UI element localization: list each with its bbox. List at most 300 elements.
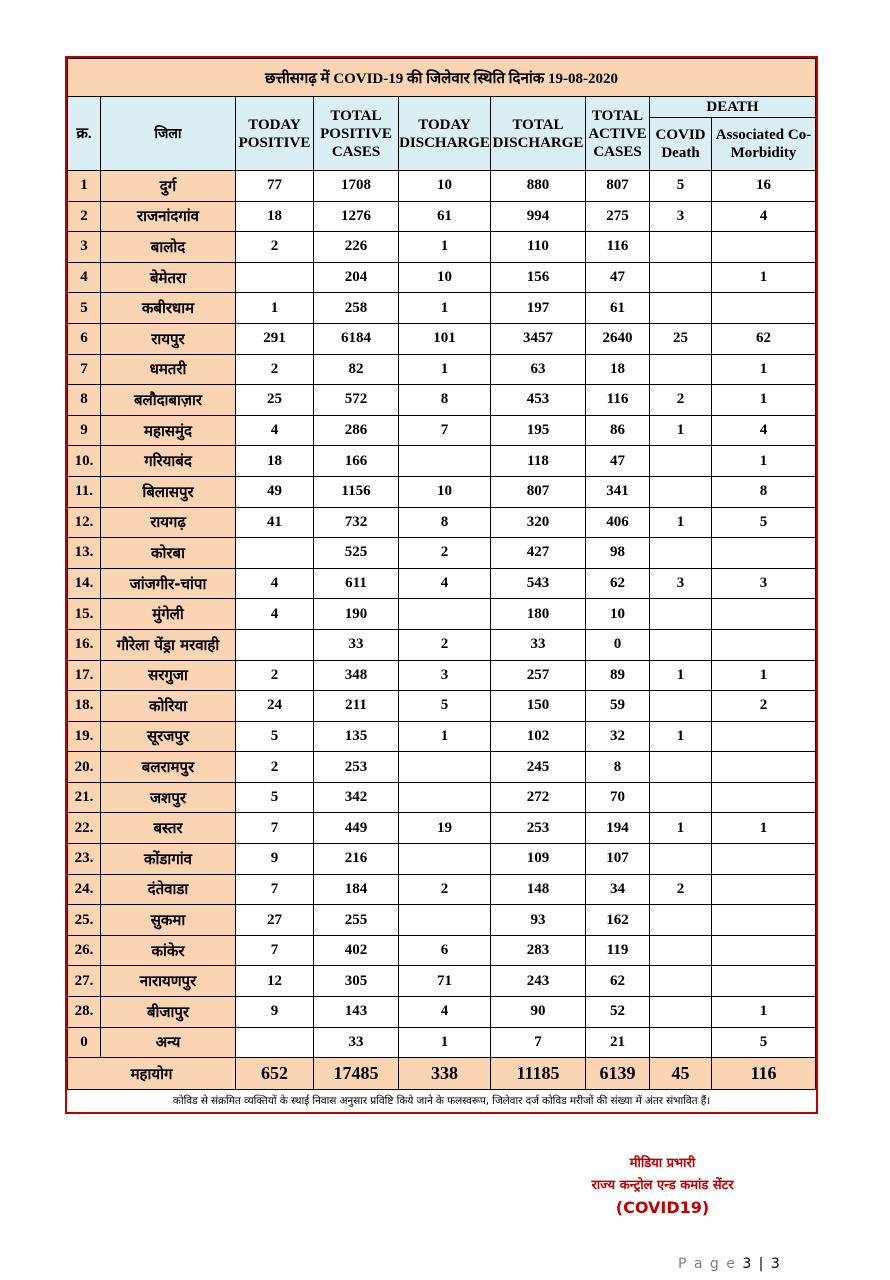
table-row bbox=[68, 415, 816, 446]
cell-covid-death: 25 bbox=[650, 323, 712, 354]
cell-district: जांजगीर-चांपा bbox=[101, 568, 236, 599]
header-total-positive: TOTAL POSITIVE CASES bbox=[314, 97, 399, 171]
cell-comorbidity: 1 bbox=[712, 354, 816, 385]
cell-district: बीजापुर bbox=[101, 997, 236, 1028]
cell-covid-death: 1 bbox=[650, 660, 712, 691]
cell-today-discharge: 8 bbox=[399, 385, 491, 416]
cell-total-discharge: 156 bbox=[491, 262, 586, 293]
table-row bbox=[68, 1027, 816, 1058]
cell-total-positive: 449 bbox=[314, 813, 399, 844]
header-today-discharge: TODAY DISCHARGE bbox=[399, 97, 491, 171]
table-row bbox=[68, 997, 816, 1028]
cell-total-active: 162 bbox=[586, 905, 650, 936]
cell-today-positive: 4 bbox=[236, 568, 314, 599]
cell-today-discharge: 1 bbox=[399, 721, 491, 752]
cell-total-positive: 732 bbox=[314, 507, 399, 538]
cell-total-active: 18 bbox=[586, 354, 650, 385]
cell-covid-death: 1 bbox=[650, 507, 712, 538]
cell-total-discharge: 150 bbox=[491, 691, 586, 722]
cell-sn: 23. bbox=[68, 844, 101, 875]
cell-comorbidity bbox=[712, 935, 816, 966]
cell-today-discharge bbox=[399, 905, 491, 936]
cell-today-discharge: 61 bbox=[399, 201, 491, 232]
cell-today-discharge: 1 bbox=[399, 293, 491, 324]
cell-total-positive: 166 bbox=[314, 446, 399, 477]
table-row bbox=[68, 935, 816, 966]
cell-comorbidity: 16 bbox=[712, 171, 816, 202]
cell-total-discharge: 118 bbox=[491, 446, 586, 477]
cell-district: नारायणपुर bbox=[101, 966, 236, 997]
cell-total-discharge: 320 bbox=[491, 507, 586, 538]
cell-today-discharge: 1 bbox=[399, 354, 491, 385]
cell-district: राजनांदगांव bbox=[101, 201, 236, 232]
cell-covid-death: 2 bbox=[650, 874, 712, 905]
table-row bbox=[68, 446, 816, 477]
cell-total-discharge: 253 bbox=[491, 813, 586, 844]
table-row bbox=[68, 385, 816, 416]
cell-covid-death: 1 bbox=[650, 721, 712, 752]
cell-sn: 12. bbox=[68, 507, 101, 538]
cell-today-positive: 12 bbox=[236, 966, 314, 997]
cell-total-active: 10 bbox=[586, 599, 650, 630]
cell-today-positive: 5 bbox=[236, 721, 314, 752]
header-comorbidity: Associated Co-Morbidity bbox=[712, 118, 816, 171]
cell-total-active: 119 bbox=[586, 935, 650, 966]
cell-total-discharge: 880 bbox=[491, 171, 586, 202]
cell-district: अन्य bbox=[101, 1027, 236, 1058]
cell-total-discharge: 33 bbox=[491, 629, 586, 660]
cell-total-active: 116 bbox=[586, 232, 650, 263]
cell-total-positive: 255 bbox=[314, 905, 399, 936]
cell-district: मुंगेली bbox=[101, 599, 236, 630]
cell-district: कोंडागांव bbox=[101, 844, 236, 875]
cell-covid-death bbox=[650, 691, 712, 722]
cell-today-positive: 7 bbox=[236, 874, 314, 905]
table-row bbox=[68, 629, 816, 660]
cell-total-discharge: 453 bbox=[491, 385, 586, 416]
cell-today-discharge: 2 bbox=[399, 874, 491, 905]
cell-sn: 26. bbox=[68, 935, 101, 966]
cell-today-discharge: 1 bbox=[399, 1027, 491, 1058]
header-death: DEATH bbox=[650, 97, 816, 118]
header-total-active: TOTAL ACTIVE CASES bbox=[586, 97, 650, 171]
cell-district: बलौदाबाज़ार bbox=[101, 385, 236, 416]
cell-sn: 8 bbox=[68, 385, 101, 416]
cell-today-positive: 4 bbox=[236, 415, 314, 446]
cell-total-discharge: 283 bbox=[491, 935, 586, 966]
table-row bbox=[68, 476, 816, 507]
header-sn: क्र. bbox=[68, 97, 101, 171]
cell-total-discharge: 102 bbox=[491, 721, 586, 752]
signature-line2: राज्य कन्ट्रोल एन्ड कमांड सेंटर bbox=[591, 1178, 734, 1193]
header-today-positive: TODAY POSITIVE bbox=[236, 97, 314, 171]
cell-total-active: 275 bbox=[586, 201, 650, 232]
cell-total-discharge: 427 bbox=[491, 538, 586, 569]
cell-total-active: 2640 bbox=[586, 323, 650, 354]
table-row bbox=[68, 660, 816, 691]
cell-today-discharge: 10 bbox=[399, 171, 491, 202]
cell-covid-death bbox=[650, 997, 712, 1028]
cell-total-discharge: 272 bbox=[491, 782, 586, 813]
cell-today-discharge: 2 bbox=[399, 538, 491, 569]
cell-today-positive: 77 bbox=[236, 171, 314, 202]
cell-sn: 28. bbox=[68, 997, 101, 1028]
cell-sn: 5 bbox=[68, 293, 101, 324]
cell-total-discharge: 3457 bbox=[491, 323, 586, 354]
cell-covid-death bbox=[650, 935, 712, 966]
cell-total-discharge: 63 bbox=[491, 354, 586, 385]
cell-district: बलरामपुर bbox=[101, 752, 236, 783]
cell-covid-death bbox=[650, 782, 712, 813]
total-total-positive: 17485 bbox=[314, 1058, 399, 1090]
cell-sn: 2 bbox=[68, 201, 101, 232]
cell-covid-death bbox=[650, 752, 712, 783]
cell-covid-death bbox=[650, 232, 712, 263]
cell-comorbidity: 3 bbox=[712, 568, 816, 599]
table-row bbox=[68, 813, 816, 844]
page-count: 3 | 3 bbox=[742, 1256, 782, 1272]
table-row bbox=[68, 354, 816, 385]
cell-district: कोरिया bbox=[101, 691, 236, 722]
cell-total-discharge: 257 bbox=[491, 660, 586, 691]
cell-sn: 17. bbox=[68, 660, 101, 691]
table-row bbox=[68, 568, 816, 599]
cell-comorbidity: 5 bbox=[712, 507, 816, 538]
cell-district: सुकमा bbox=[101, 905, 236, 936]
cell-total-positive: 135 bbox=[314, 721, 399, 752]
total-today-positive: 652 bbox=[236, 1058, 314, 1090]
cell-total-active: 59 bbox=[586, 691, 650, 722]
cell-today-positive: 2 bbox=[236, 660, 314, 691]
cell-sn: 3 bbox=[68, 232, 101, 263]
cell-total-active: 116 bbox=[586, 385, 650, 416]
cell-today-discharge: 1 bbox=[399, 232, 491, 263]
cell-total-positive: 572 bbox=[314, 385, 399, 416]
cell-total-discharge: 543 bbox=[491, 568, 586, 599]
cell-district: दुर्ग bbox=[101, 171, 236, 202]
cell-today-discharge: 7 bbox=[399, 415, 491, 446]
table-row bbox=[68, 752, 816, 783]
cell-district: गरियाबंद bbox=[101, 446, 236, 477]
cell-today-positive: 9 bbox=[236, 997, 314, 1028]
total-total-active: 6139 bbox=[586, 1058, 650, 1090]
cell-today-positive: 18 bbox=[236, 201, 314, 232]
cell-district: बालोद bbox=[101, 232, 236, 263]
cell-total-active: 47 bbox=[586, 446, 650, 477]
cell-comorbidity: 4 bbox=[712, 201, 816, 232]
cell-total-active: 341 bbox=[586, 476, 650, 507]
cell-covid-death bbox=[650, 905, 712, 936]
page-label: P a g e bbox=[678, 1256, 737, 1272]
cell-comorbidity: 1 bbox=[712, 385, 816, 416]
cell-total-positive: 342 bbox=[314, 782, 399, 813]
cell-covid-death bbox=[650, 476, 712, 507]
table-row bbox=[68, 874, 816, 905]
cell-sn: 0 bbox=[68, 1027, 101, 1058]
cell-sn: 11. bbox=[68, 476, 101, 507]
cell-covid-death bbox=[650, 446, 712, 477]
cell-today-discharge: 3 bbox=[399, 660, 491, 691]
cell-total-positive: 226 bbox=[314, 232, 399, 263]
cell-comorbidity bbox=[712, 538, 816, 569]
cell-today-positive bbox=[236, 1027, 314, 1058]
cell-covid-death bbox=[650, 966, 712, 997]
cell-district: कोरबा bbox=[101, 538, 236, 569]
signature-line3: (COVID19) bbox=[615, 1198, 710, 1217]
cell-total-positive: 286 bbox=[314, 415, 399, 446]
cell-today-discharge bbox=[399, 752, 491, 783]
cell-comorbidity bbox=[712, 599, 816, 630]
cell-total-active: 21 bbox=[586, 1027, 650, 1058]
cell-total-active: 52 bbox=[586, 997, 650, 1028]
report-title: छत्तीसगढ़ में COVID-19 की जिलेवार स्थिति दिनांक 19-08-2020 bbox=[68, 59, 816, 97]
cell-today-discharge: 10 bbox=[399, 476, 491, 507]
table-row bbox=[68, 232, 816, 263]
cell-sn: 27. bbox=[68, 966, 101, 997]
cell-covid-death bbox=[650, 629, 712, 660]
cell-total-positive: 33 bbox=[314, 629, 399, 660]
signature-line1: मीडिया प्रभारी bbox=[629, 1156, 696, 1171]
cell-district: कबीरधाम bbox=[101, 293, 236, 324]
cell-today-discharge: 8 bbox=[399, 507, 491, 538]
cell-total-positive: 184 bbox=[314, 874, 399, 905]
cell-comorbidity bbox=[712, 966, 816, 997]
cell-covid-death: 3 bbox=[650, 201, 712, 232]
cell-sn: 15. bbox=[68, 599, 101, 630]
covid-report-frame bbox=[65, 56, 818, 1114]
signature-block bbox=[560, 1153, 765, 1219]
total-row bbox=[68, 1058, 816, 1090]
cell-total-discharge: 7 bbox=[491, 1027, 586, 1058]
cell-total-active: 86 bbox=[586, 415, 650, 446]
cell-total-active: 0 bbox=[586, 629, 650, 660]
cell-covid-death bbox=[650, 262, 712, 293]
cell-sn: 14. bbox=[68, 568, 101, 599]
cell-sn: 4 bbox=[68, 262, 101, 293]
cell-comorbidity bbox=[712, 232, 816, 263]
page-number bbox=[678, 1256, 781, 1272]
cell-total-active: 194 bbox=[586, 813, 650, 844]
cell-total-active: 34 bbox=[586, 874, 650, 905]
cell-total-discharge: 195 bbox=[491, 415, 586, 446]
cell-total-positive: 1708 bbox=[314, 171, 399, 202]
cell-today-positive: 18 bbox=[236, 446, 314, 477]
cell-district: रायपुर bbox=[101, 323, 236, 354]
cell-total-discharge: 148 bbox=[491, 874, 586, 905]
cell-total-active: 8 bbox=[586, 752, 650, 783]
cell-district: सरगुजा bbox=[101, 660, 236, 691]
cell-total-discharge: 197 bbox=[491, 293, 586, 324]
cell-comorbidity bbox=[712, 905, 816, 936]
cell-total-discharge: 90 bbox=[491, 997, 586, 1028]
header-district: जिला bbox=[101, 97, 236, 171]
cell-today-positive: 24 bbox=[236, 691, 314, 722]
cell-comorbidity: 2 bbox=[712, 691, 816, 722]
cell-total-positive: 1156 bbox=[314, 476, 399, 507]
cell-comorbidity: 1 bbox=[712, 997, 816, 1028]
table-row bbox=[68, 782, 816, 813]
cell-comorbidity bbox=[712, 629, 816, 660]
total-covid-death: 45 bbox=[650, 1058, 712, 1090]
cell-today-positive: 49 bbox=[236, 476, 314, 507]
cell-covid-death bbox=[650, 599, 712, 630]
total-label: महायोग bbox=[68, 1058, 236, 1090]
cell-total-positive: 216 bbox=[314, 844, 399, 875]
cell-total-positive: 253 bbox=[314, 752, 399, 783]
cell-today-discharge: 5 bbox=[399, 691, 491, 722]
cell-sn: 22. bbox=[68, 813, 101, 844]
cell-total-active: 70 bbox=[586, 782, 650, 813]
cell-sn: 1 bbox=[68, 171, 101, 202]
cell-today-discharge: 71 bbox=[399, 966, 491, 997]
cell-sn: 21. bbox=[68, 782, 101, 813]
cell-total-discharge: 994 bbox=[491, 201, 586, 232]
cell-total-positive: 6184 bbox=[314, 323, 399, 354]
cell-total-active: 98 bbox=[586, 538, 650, 569]
cell-covid-death bbox=[650, 538, 712, 569]
table-row bbox=[68, 201, 816, 232]
cell-today-positive bbox=[236, 262, 314, 293]
cell-district: जशपुर bbox=[101, 782, 236, 813]
cell-total-positive: 305 bbox=[314, 966, 399, 997]
table-row bbox=[68, 599, 816, 630]
cell-today-positive: 5 bbox=[236, 782, 314, 813]
cell-covid-death bbox=[650, 1027, 712, 1058]
cell-today-positive: 2 bbox=[236, 354, 314, 385]
table-row bbox=[68, 507, 816, 538]
cell-covid-death: 2 bbox=[650, 385, 712, 416]
header-total-discharge: TOTAL DISCHARGE bbox=[491, 97, 586, 171]
cell-total-positive: 348 bbox=[314, 660, 399, 691]
footnote: कोविड से संक्रमित व्यक्तियों के स्थाई निवास अनुसार प्रविष्टि किये जाने के फलस्वरूप, जिलेवार दर्ज कोविड मरीजों की संख्या में अंतर संभावित हैं। bbox=[172, 1095, 711, 1108]
cell-today-positive: 1 bbox=[236, 293, 314, 324]
cell-district: दंतेवाडा bbox=[101, 874, 236, 905]
cell-total-active: 62 bbox=[586, 568, 650, 599]
cell-comorbidity bbox=[712, 721, 816, 752]
cell-today-positive bbox=[236, 629, 314, 660]
cell-today-positive: 41 bbox=[236, 507, 314, 538]
cell-today-positive: 27 bbox=[236, 905, 314, 936]
cell-district: सूरजपुर bbox=[101, 721, 236, 752]
cell-comorbidity: 8 bbox=[712, 476, 816, 507]
cell-sn: 18. bbox=[68, 691, 101, 722]
table-row bbox=[68, 293, 816, 324]
cell-total-positive: 1276 bbox=[314, 201, 399, 232]
cell-total-positive: 204 bbox=[314, 262, 399, 293]
cell-comorbidity bbox=[712, 782, 816, 813]
cell-comorbidity: 4 bbox=[712, 415, 816, 446]
cell-total-active: 61 bbox=[586, 293, 650, 324]
cell-today-discharge: 6 bbox=[399, 935, 491, 966]
cell-comorbidity: 5 bbox=[712, 1027, 816, 1058]
cell-total-positive: 525 bbox=[314, 538, 399, 569]
cell-total-positive: 82 bbox=[314, 354, 399, 385]
table-row bbox=[68, 262, 816, 293]
cell-today-positive: 4 bbox=[236, 599, 314, 630]
cell-total-active: 107 bbox=[586, 844, 650, 875]
cell-today-positive: 7 bbox=[236, 935, 314, 966]
cell-today-discharge: 2 bbox=[399, 629, 491, 660]
cell-today-discharge: 101 bbox=[399, 323, 491, 354]
cell-total-active: 47 bbox=[586, 262, 650, 293]
cell-sn: 9 bbox=[68, 415, 101, 446]
cell-total-positive: 211 bbox=[314, 691, 399, 722]
cell-comorbidity: 1 bbox=[712, 660, 816, 691]
cell-sn: 25. bbox=[68, 905, 101, 936]
district-table bbox=[67, 58, 816, 1090]
cell-total-discharge: 110 bbox=[491, 232, 586, 263]
cell-sn: 10. bbox=[68, 446, 101, 477]
cell-today-positive: 2 bbox=[236, 752, 314, 783]
cell-total-active: 62 bbox=[586, 966, 650, 997]
cell-covid-death: 3 bbox=[650, 568, 712, 599]
cell-today-positive: 25 bbox=[236, 385, 314, 416]
total-today-discharge: 338 bbox=[399, 1058, 491, 1090]
cell-comorbidity: 1 bbox=[712, 813, 816, 844]
cell-sn: 13. bbox=[68, 538, 101, 569]
cell-today-discharge: 10 bbox=[399, 262, 491, 293]
cell-total-positive: 190 bbox=[314, 599, 399, 630]
table-row bbox=[68, 966, 816, 997]
cell-total-positive: 143 bbox=[314, 997, 399, 1028]
cell-total-positive: 33 bbox=[314, 1027, 399, 1058]
cell-today-discharge: 19 bbox=[399, 813, 491, 844]
cell-today-positive: 9 bbox=[236, 844, 314, 875]
cell-comorbidity bbox=[712, 293, 816, 324]
cell-today-discharge bbox=[399, 844, 491, 875]
cell-today-discharge bbox=[399, 782, 491, 813]
cell-today-discharge: 4 bbox=[399, 997, 491, 1028]
cell-sn: 6 bbox=[68, 323, 101, 354]
header-covid-death: COVID Death bbox=[650, 118, 712, 171]
table-row bbox=[68, 721, 816, 752]
cell-district: बिलासपुर bbox=[101, 476, 236, 507]
cell-today-positive bbox=[236, 538, 314, 569]
cell-total-positive: 402 bbox=[314, 935, 399, 966]
cell-today-discharge: 4 bbox=[399, 568, 491, 599]
cell-covid-death: 5 bbox=[650, 171, 712, 202]
cell-covid-death: 1 bbox=[650, 813, 712, 844]
cell-comorbidity bbox=[712, 752, 816, 783]
cell-district: बेमेतरा bbox=[101, 262, 236, 293]
cell-comorbidity: 1 bbox=[712, 446, 816, 477]
cell-total-active: 406 bbox=[586, 507, 650, 538]
cell-sn: 16. bbox=[68, 629, 101, 660]
cell-comorbidity bbox=[712, 874, 816, 905]
cell-sn: 7 bbox=[68, 354, 101, 385]
cell-district: धमतरी bbox=[101, 354, 236, 385]
table-row bbox=[68, 905, 816, 936]
cell-total-positive: 258 bbox=[314, 293, 399, 324]
cell-covid-death bbox=[650, 354, 712, 385]
cell-covid-death bbox=[650, 844, 712, 875]
cell-district: महासमुंद bbox=[101, 415, 236, 446]
cell-comorbidity: 1 bbox=[712, 262, 816, 293]
cell-district: रायगढ़ bbox=[101, 507, 236, 538]
cell-total-discharge: 807 bbox=[491, 476, 586, 507]
cell-district: बस्तर bbox=[101, 813, 236, 844]
cell-total-discharge: 109 bbox=[491, 844, 586, 875]
cell-sn: 20. bbox=[68, 752, 101, 783]
cell-today-positive: 291 bbox=[236, 323, 314, 354]
cell-today-positive: 7 bbox=[236, 813, 314, 844]
table-row bbox=[68, 171, 816, 202]
table-row bbox=[68, 844, 816, 875]
cell-comorbidity: 62 bbox=[712, 323, 816, 354]
table-row bbox=[68, 691, 816, 722]
cell-covid-death: 1 bbox=[650, 415, 712, 446]
cell-total-discharge: 243 bbox=[491, 966, 586, 997]
